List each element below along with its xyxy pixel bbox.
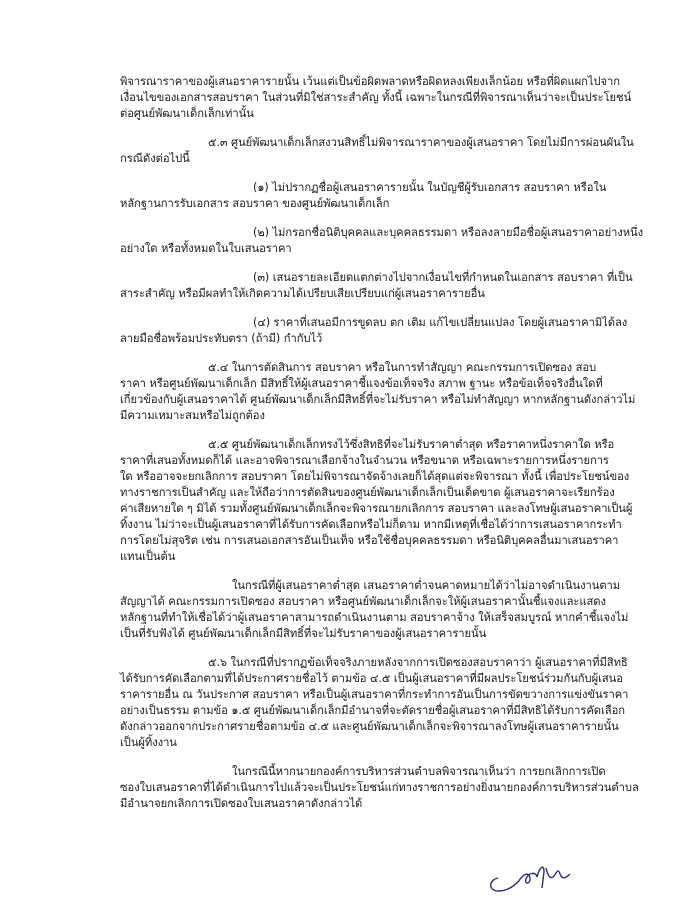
text-line: ราคาที่เสนอทั้งหมดก็ได้ และอาจพิจารณาเลือกจ้างในจำนวน หรือขนาด หรือเฉพาะรายการหนึ่งรายการ (120, 454, 609, 467)
text-line: ราคา หรือศูนย์พัฒนาเด็กเล็ก มีสิทธิ์ให้ผู้เสนอราคาชี้แจงข้อเท็จจริง สภาพ ฐานะ หรือข้อเท็จจริงอื่นใดที่ (120, 377, 603, 390)
text-line: เป็นที่รับฟังได้ ศูนย์พัฒนาเด็กเล็กมีสิทธิ์ที่จะไม่รับราคาของผู้เสนอราคารายนั้น (120, 627, 487, 640)
text-line: (๔) ราคาที่เสนอมีการขูดลบ ตก เติม แก้ไขเปลี่ยนแปลง โดยผู้เสนอราคามิได้ลง (253, 316, 628, 329)
paragraph (120, 74, 630, 122)
paragraph (120, 180, 630, 212)
text-line: มีอำนาจยกเลิกการเปิดซองใบเสนอราคาดังกล่าวได้ (120, 797, 363, 810)
paragraph-gap (120, 302, 630, 315)
paragraph-gap (120, 122, 630, 135)
paragraph-gap (120, 347, 630, 360)
text-line: ทางราชการเป็นสำคัญ และให้ถือว่าการตัดสินของศูนย์พัฒนาเด็กเล็กเป็นเด็ดขาด ผู้เสนอราคาจะเรียกร้อง (120, 486, 615, 499)
text-line: หลักฐานที่ทำให้เชื่อได้ว่าผู้เสนอราคาสามารถดำเนินงานตาม สอบราคาจ้าง ให้เสร็จสมบูรณ์ หากคำชี้แจงไม่ (120, 611, 629, 624)
text-line: ดังกล่าวออกจากประกาศรายชื่อตามข้อ ๔.๕ และศูนย์พัฒนาเด็กเล็กจะพิจารณาลงโทษผู้เสนอราคารายนั้น (120, 720, 619, 733)
text-line: กรณีดังต่อไปนี้ (120, 152, 190, 165)
paragraph-gap (120, 565, 630, 578)
text-line: สัญญาได้ คณะกรรมการเปิดซอง สอบราคา หรือศูนย์พัฒนาเด็กเล็กจะให้ผู้เสนอราคานั้นชี้แจงและแสดง (120, 595, 606, 608)
paragraph-gap (120, 212, 630, 225)
text-line: ลายมือชื่อพร้อมประทับตรา (ถ้ามี) กำกับไว้ (120, 332, 323, 345)
paragraph-gap (120, 424, 630, 437)
text-line: พิจารณาราคาของผู้เสนอราคารายนั้น เว้นแต่เป็นข้อผิดพลาดหรือผิดหลงเพียงเล็กน้อย หรือที่ผิดแผกไปจาก (120, 75, 620, 88)
text-line: ในกรณีที่ผู้เสนอราคาต่ำสุด เสนอราคาต่ำจนคาดหมายได้ว่าไม่อาจดำเนินงานตาม (232, 579, 621, 592)
paragraph (120, 655, 630, 751)
text-line: มีความเหมาะสมหรือไม่ถูกต้อง (120, 409, 265, 422)
text-line: ต่อศูนย์พัฒนาเด็กเล็กเท่านั้น (120, 107, 254, 120)
text-line: การโดยไม่สุจริต เช่น การเสนอเอกสารอันเป็นเท็จ หรือใช้ชื่อบุคคลธรรมดา หรือนิติบุคคลอื่นมาเสนอราคา (120, 534, 619, 547)
text-line: สาระสำคัญ หรือมีผลทำให้เกิดความได้เปรียบเสียเปรียบแก่ผู้เสนอราคารายอื่น (120, 287, 485, 300)
paragraph (120, 315, 630, 347)
paragraph (120, 360, 636, 424)
text-line: หลักฐานการรับเอกสาร สอบราคา ของศูนย์พัฒนาเด็กเล็ก (120, 197, 390, 210)
paragraph (120, 578, 630, 642)
text-line: เกี่ยวข้องกับผู้เสนอราคาได้ ศูนย์พัฒนาเด็กเล็กมีสิทธิ์ที่จะไม่รับราคา หรือไม่ทำสัญญา หากหลักฐานดังกล่าวไม่ (120, 393, 636, 406)
text-line: ได้รับการคัดเลือกตามที่ได้ประกาศรายชื่อไว้ ตามข้อ ๔.๕ เป็นผู้เสนอราคาที่มีผลประโยชน์ร่วมกันกับผู้เสนอ (120, 672, 623, 685)
text-line: ๕.๓ ศูนย์พัฒนาเด็กเล็กสงวนสิทธิ์ไม่พิจารณาราคาของผู้เสนอราคา โดยไม่มีการผ่อนผันใน (208, 136, 634, 149)
text-line: เป็นผู้ทิ้งงาน (120, 736, 177, 749)
text-line: อย่างใด หรือทั้งหมดในใบเสนอราคา (120, 242, 292, 255)
text-line: เงื่อนไขของเอกสารสอบราคา ในส่วนที่มิใช่สาระสำคัญ ทั้งนี้ เฉพาะในกรณีที่พิจารณาเห็นว่าจะเป็นประโยชน์ (120, 91, 632, 104)
text-line: แทนเป็นต้น (120, 550, 176, 563)
paragraph (120, 135, 634, 167)
text-line: ในกรณีนี้หากนายกองค์การบริหารส่วนตำบลพิจารณาเห็นว่า การยกเลิกการเปิด (232, 765, 606, 778)
paragraph-gap (120, 167, 630, 180)
text-line: ทิ้งงาน ไม่ว่าจะเป็นผู้เสนอราคาที่ได้รับการคัดเลือกหรือไม่ก็ตาม หากมีเหตุที่เชื่อได้ว่าการเสนอราคากระทำ (120, 518, 622, 531)
paragraph-gap (120, 257, 630, 270)
paragraph (120, 437, 633, 565)
text-line: ๕.๖ ในกรณีที่ปรากฏข้อเท็จจริงภายหลังจากการเปิดซองสอบราคาว่า ผู้เสนอราคาที่มีสิทธิ (208, 656, 628, 669)
text-line: ราคารายอื่น ณ วันประกาศ สอบราคา หรือเป็นผู้เสนอราคาที่กระทำการอันเป็นการขัดขวางการแข่งขันราคา (120, 688, 629, 701)
paragraph (120, 270, 633, 302)
text-line: ๕.๕ ศูนย์พัฒนาเด็กเล็กทรงไว้ซึ่งสิทธิที่จะไม่รับราคาต่ำสุด หรือราคาหนึ่งราคาใด หรือ (208, 438, 615, 451)
text-line: (๓) เสนอรายละเอียดแตกต่างไปจากเงื่อนไขที่กำหนดในเอกสาร สอบราคา ที่เป็น (253, 271, 633, 284)
paragraph (120, 225, 644, 257)
text-line: ใด หรืออาจจะยกเลิกการ สอบราคา โดยไม่พิจารณาจัดจ้างเลยก็ได้สุดแต่จะพิจารณา ทั้งนี้ เพื่อประโยชน์ของ (120, 470, 630, 483)
text-line: ค่าเสียหายใด ๆ มิได้ รวมทั้งศูนย์พัฒนาเด็กเล็กจะพิจารณายกเลิกการ สอบราคา และลงโทษผู้เสนอราคาเป็นผู้ (120, 502, 633, 515)
document-body (120, 74, 644, 812)
text-line: ๕.๔ ในการตัดสินการ สอบราคา หรือในการทำสัญญา คณะกรรมการเปิดซอง สอบ (208, 361, 597, 374)
handwritten-signature (484, 858, 574, 898)
text-line: (๑) ไม่ปรากฏชื่อผู้เสนอราคารายนั้น ในบัญชีผู้รับเอกสาร สอบราคา หรือใน (253, 181, 607, 194)
paragraph-gap (120, 642, 630, 655)
text-line: (๒) ไม่กรอกชื่อนิติบุคคลและบุคคลธรรมดา หรือลงลายมือชื่อผู้เสนอราคาอย่างหนึ่ง (253, 226, 644, 239)
text-line: อย่างเป็นธรรม ตามข้อ ๑.๕ ศูนย์พัฒนาเด็กเล็กมีอำนาจที่จะตัดรายชื่อผู้เสนอราคาที่มีสิทธิได้รับการคัดเลือก (120, 704, 625, 717)
paragraph (120, 764, 639, 812)
text-line: ซองใบเสนอราคาที่ได้ดำเนินการไปแล้วจะเป็นประโยชน์แก่ทางราชการอย่างยิ่งนายกองค์การบริหารส่วนตำบล (120, 781, 639, 794)
paragraph-gap (120, 751, 630, 764)
